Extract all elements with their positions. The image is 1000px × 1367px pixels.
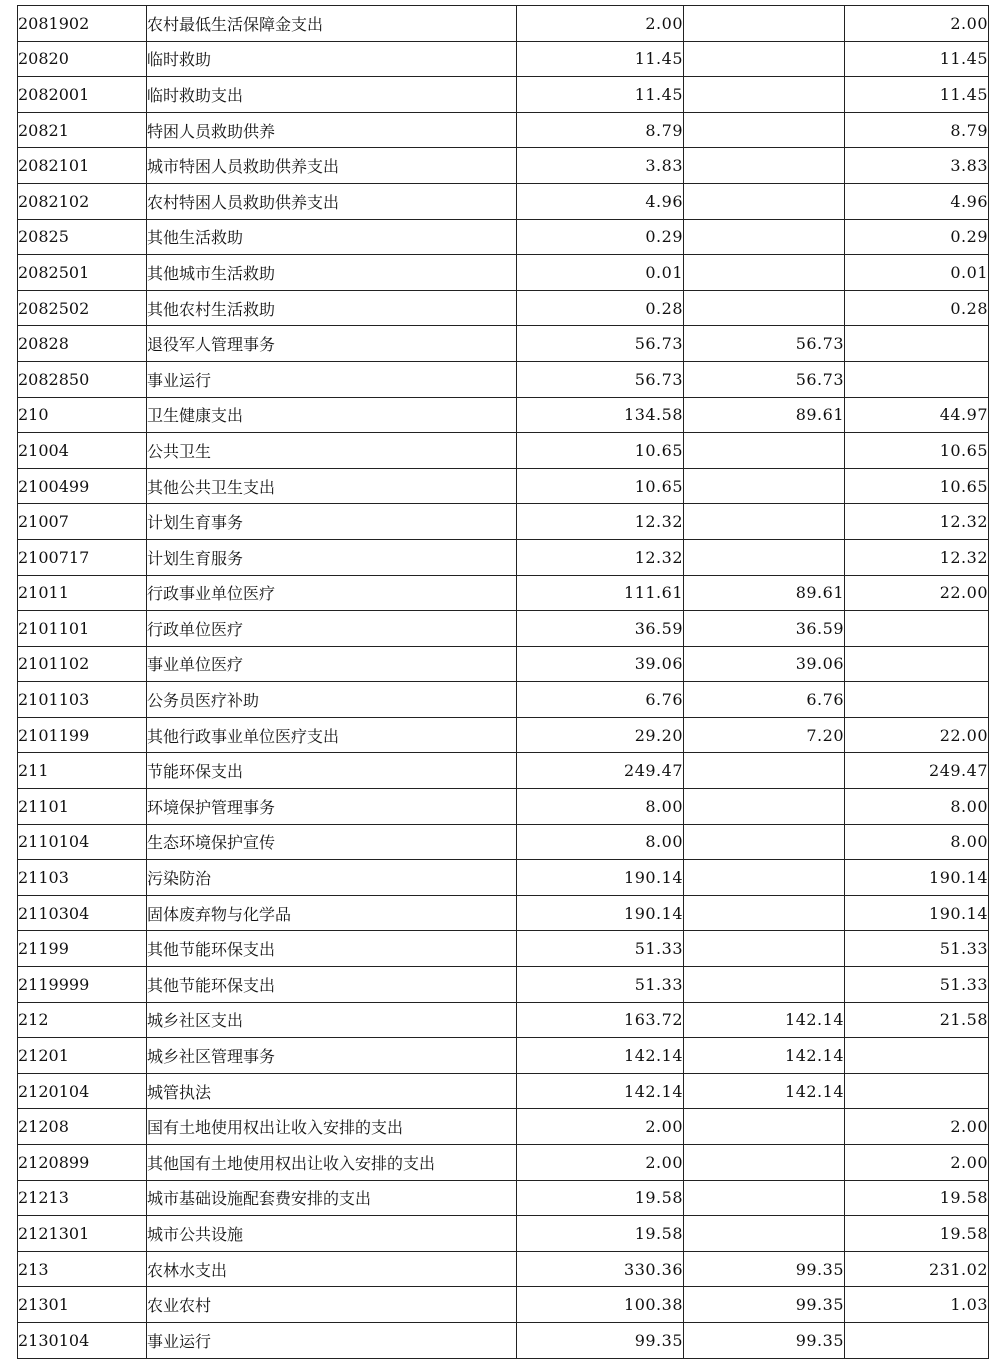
table-row: [18, 1322, 989, 1358]
project-expenditure-cell: [845, 1038, 989, 1074]
project-expenditure-cell: 2.00: [845, 6, 989, 42]
project-expenditure-cell: 10.65: [845, 433, 989, 469]
basic-expenditure-cell: [684, 219, 845, 255]
total-amount-cell: 19.58: [517, 1180, 684, 1216]
total-amount-cell: 11.45: [517, 77, 684, 113]
project-expenditure-cell: 19.58: [845, 1216, 989, 1252]
subject-code-cell: 2082501: [18, 255, 147, 291]
subject-name-cell: 污染防治: [147, 860, 517, 896]
subject-code-cell: 20821: [18, 112, 147, 148]
project-expenditure-cell: [845, 611, 989, 647]
subject-name-cell: 其他行政事业单位医疗支出: [147, 717, 517, 753]
subject-name-cell: 农业农村: [147, 1287, 517, 1323]
subject-name-cell: 计划生育服务: [147, 539, 517, 575]
table-row: [18, 77, 989, 113]
table-row: [18, 1073, 989, 1109]
project-expenditure-cell: [845, 1073, 989, 1109]
table-row: [18, 1038, 989, 1074]
table-row: [18, 753, 989, 789]
subject-name-cell: 公务员医疗补助: [147, 682, 517, 718]
project-expenditure-cell: 10.65: [845, 468, 989, 504]
project-expenditure-cell: 1.03: [845, 1287, 989, 1323]
total-amount-cell: 8.00: [517, 824, 684, 860]
table-row: [18, 611, 989, 647]
basic-expenditure-cell: 6.76: [684, 682, 845, 718]
basic-expenditure-cell: [684, 77, 845, 113]
subject-name-cell: 事业运行: [147, 361, 517, 397]
subject-code-cell: 2110104: [18, 824, 147, 860]
project-expenditure-cell: 21.58: [845, 1002, 989, 1038]
project-expenditure-cell: 12.32: [845, 539, 989, 575]
total-amount-cell: 330.36: [517, 1251, 684, 1287]
project-expenditure-cell: 12.32: [845, 504, 989, 540]
table-body: [18, 6, 989, 1359]
subject-code-cell: 21201: [18, 1038, 147, 1074]
subject-name-cell: 计划生育事务: [147, 504, 517, 540]
total-amount-cell: 19.58: [517, 1216, 684, 1252]
table-row: [18, 1251, 989, 1287]
subject-name-cell: 其他国有土地使用权出让收入安排的支出: [147, 1145, 517, 1181]
basic-expenditure-cell: 89.61: [684, 575, 845, 611]
table-row: [18, 468, 989, 504]
total-amount-cell: 2.00: [517, 6, 684, 42]
total-amount-cell: 11.45: [517, 41, 684, 77]
project-expenditure-cell: 0.28: [845, 290, 989, 326]
subject-name-cell: 其他城市生活救助: [147, 255, 517, 291]
basic-expenditure-cell: 39.06: [684, 646, 845, 682]
table-row: [18, 717, 989, 753]
table-row: [18, 1109, 989, 1145]
table-row: [18, 219, 989, 255]
basic-expenditure-cell: [684, 1145, 845, 1181]
project-expenditure-cell: [845, 361, 989, 397]
subject-code-cell: 21208: [18, 1109, 147, 1145]
subject-name-cell: 固体废弃物与化学品: [147, 895, 517, 931]
total-amount-cell: 142.14: [517, 1038, 684, 1074]
subject-code-cell: 2119999: [18, 967, 147, 1003]
total-amount-cell: 51.33: [517, 967, 684, 1003]
subject-code-cell: 212: [18, 1002, 147, 1038]
basic-expenditure-cell: [684, 789, 845, 825]
subject-name-cell: 卫生健康支出: [147, 397, 517, 433]
subject-name-cell: 农林水支出: [147, 1251, 517, 1287]
total-amount-cell: 3.83: [517, 148, 684, 184]
subject-code-cell: 2120899: [18, 1145, 147, 1181]
budget-expenditure-table: [17, 5, 989, 1359]
basic-expenditure-cell: [684, 41, 845, 77]
table-row: [18, 326, 989, 362]
table-row: [18, 895, 989, 931]
subject-code-cell: 2082502: [18, 290, 147, 326]
total-amount-cell: 0.29: [517, 219, 684, 255]
total-amount-cell: 56.73: [517, 326, 684, 362]
basic-expenditure-cell: [684, 1109, 845, 1145]
table-row: [18, 1216, 989, 1252]
subject-name-cell: 环境保护管理事务: [147, 789, 517, 825]
basic-expenditure-cell: [684, 468, 845, 504]
project-expenditure-cell: 3.83: [845, 148, 989, 184]
project-expenditure-cell: 8.00: [845, 789, 989, 825]
total-amount-cell: 10.65: [517, 433, 684, 469]
table-row: [18, 504, 989, 540]
basic-expenditure-cell: 142.14: [684, 1073, 845, 1109]
subject-name-cell: 生态环境保护宣传: [147, 824, 517, 860]
project-expenditure-cell: 2.00: [845, 1145, 989, 1181]
table-row: [18, 967, 989, 1003]
basic-expenditure-cell: [684, 860, 845, 896]
table-row: [18, 183, 989, 219]
subject-name-cell: 城市基础设施配套费安排的支出: [147, 1180, 517, 1216]
total-amount-cell: 36.59: [517, 611, 684, 647]
project-expenditure-cell: [845, 1322, 989, 1358]
project-expenditure-cell: 11.45: [845, 77, 989, 113]
table-row: [18, 646, 989, 682]
subject-code-cell: 21213: [18, 1180, 147, 1216]
subject-name-cell: 公共卫生: [147, 433, 517, 469]
project-expenditure-cell: [845, 326, 989, 362]
subject-name-cell: 临时救助: [147, 41, 517, 77]
project-expenditure-cell: 19.58: [845, 1180, 989, 1216]
project-expenditure-cell: [845, 646, 989, 682]
total-amount-cell: 8.00: [517, 789, 684, 825]
table-row: [18, 148, 989, 184]
subject-name-cell: 事业运行: [147, 1322, 517, 1358]
subject-code-cell: 213: [18, 1251, 147, 1287]
subject-name-cell: 其他节能环保支出: [147, 967, 517, 1003]
project-expenditure-cell: 2.00: [845, 1109, 989, 1145]
table-row: [18, 824, 989, 860]
basic-expenditure-cell: [684, 112, 845, 148]
subject-name-cell: 行政事业单位医疗: [147, 575, 517, 611]
total-amount-cell: 4.96: [517, 183, 684, 219]
subject-code-cell: 2082850: [18, 361, 147, 397]
basic-expenditure-cell: 56.73: [684, 361, 845, 397]
project-expenditure-cell: 22.00: [845, 717, 989, 753]
subject-code-cell: 21007: [18, 504, 147, 540]
total-amount-cell: 56.73: [517, 361, 684, 397]
subject-code-cell: 210: [18, 397, 147, 433]
table-row: [18, 539, 989, 575]
subject-code-cell: 2101101: [18, 611, 147, 647]
table-row: [18, 6, 989, 42]
total-amount-cell: 39.06: [517, 646, 684, 682]
total-amount-cell: 12.32: [517, 539, 684, 575]
table-row: [18, 931, 989, 967]
subject-name-cell: 行政单位医疗: [147, 611, 517, 647]
total-amount-cell: 6.76: [517, 682, 684, 718]
subject-code-cell: 2120104: [18, 1073, 147, 1109]
subject-name-cell: 城管执法: [147, 1073, 517, 1109]
project-expenditure-cell: 231.02: [845, 1251, 989, 1287]
subject-name-cell: 农村特困人员救助供养支出: [147, 183, 517, 219]
total-amount-cell: 100.38: [517, 1287, 684, 1323]
basic-expenditure-cell: [684, 255, 845, 291]
total-amount-cell: 2.00: [517, 1109, 684, 1145]
basic-expenditure-cell: [684, 1180, 845, 1216]
total-amount-cell: 190.14: [517, 895, 684, 931]
project-expenditure-cell: 22.00: [845, 575, 989, 611]
total-amount-cell: 0.28: [517, 290, 684, 326]
subject-name-cell: 其他公共卫生支出: [147, 468, 517, 504]
total-amount-cell: 163.72: [517, 1002, 684, 1038]
basic-expenditure-cell: 142.14: [684, 1002, 845, 1038]
table-row: [18, 1002, 989, 1038]
table-row: [18, 255, 989, 291]
total-amount-cell: 2.00: [517, 1145, 684, 1181]
total-amount-cell: 111.61: [517, 575, 684, 611]
subject-name-cell: 国有土地使用权出让收入安排的支出: [147, 1109, 517, 1145]
basic-expenditure-cell: 36.59: [684, 611, 845, 647]
basic-expenditure-cell: [684, 895, 845, 931]
subject-name-cell: 其他生活救助: [147, 219, 517, 255]
project-expenditure-cell: 0.01: [845, 255, 989, 291]
subject-code-cell: 21004: [18, 433, 147, 469]
project-expenditure-cell: 11.45: [845, 41, 989, 77]
total-amount-cell: 99.35: [517, 1322, 684, 1358]
subject-name-cell: 事业单位医疗: [147, 646, 517, 682]
total-amount-cell: 142.14: [517, 1073, 684, 1109]
project-expenditure-cell: 51.33: [845, 967, 989, 1003]
basic-expenditure-cell: [684, 824, 845, 860]
subject-code-cell: 2101199: [18, 717, 147, 753]
basic-expenditure-cell: 99.35: [684, 1287, 845, 1323]
subject-code-cell: 21101: [18, 789, 147, 825]
total-amount-cell: 8.79: [517, 112, 684, 148]
basic-expenditure-cell: 89.61: [684, 397, 845, 433]
total-amount-cell: 12.32: [517, 504, 684, 540]
subject-code-cell: 2100499: [18, 468, 147, 504]
subject-code-cell: 20825: [18, 219, 147, 255]
subject-code-cell: 2121301: [18, 1216, 147, 1252]
subject-code-cell: 21011: [18, 575, 147, 611]
project-expenditure-cell: 8.00: [845, 824, 989, 860]
basic-expenditure-cell: [684, 433, 845, 469]
subject-name-cell: 城乡社区支出: [147, 1002, 517, 1038]
table-row: [18, 397, 989, 433]
subject-code-cell: 2110304: [18, 895, 147, 931]
basic-expenditure-cell: 142.14: [684, 1038, 845, 1074]
project-expenditure-cell: [845, 682, 989, 718]
project-expenditure-cell: 51.33: [845, 931, 989, 967]
subject-code-cell: 2082102: [18, 183, 147, 219]
subject-name-cell: 城市公共设施: [147, 1216, 517, 1252]
table-row: [18, 112, 989, 148]
subject-name-cell: 农村最低生活保障金支出: [147, 6, 517, 42]
subject-code-cell: 2100717: [18, 539, 147, 575]
subject-code-cell: 20820: [18, 41, 147, 77]
table-row: [18, 41, 989, 77]
basic-expenditure-cell: [684, 931, 845, 967]
subject-code-cell: 20828: [18, 326, 147, 362]
basic-expenditure-cell: 99.35: [684, 1251, 845, 1287]
total-amount-cell: 0.01: [517, 255, 684, 291]
total-amount-cell: 134.58: [517, 397, 684, 433]
subject-name-cell: 节能环保支出: [147, 753, 517, 789]
basic-expenditure-cell: [684, 148, 845, 184]
subject-code-cell: 211: [18, 753, 147, 789]
subject-code-cell: 21301: [18, 1287, 147, 1323]
total-amount-cell: 51.33: [517, 931, 684, 967]
basic-expenditure-cell: 99.35: [684, 1322, 845, 1358]
total-amount-cell: 29.20: [517, 717, 684, 753]
basic-expenditure-cell: [684, 753, 845, 789]
project-expenditure-cell: 44.97: [845, 397, 989, 433]
table-row: [18, 789, 989, 825]
table-row: [18, 682, 989, 718]
project-expenditure-cell: 190.14: [845, 860, 989, 896]
basic-expenditure-cell: [684, 183, 845, 219]
subject-code-cell: 2081902: [18, 6, 147, 42]
subject-code-cell: 2101102: [18, 646, 147, 682]
basic-expenditure-cell: 7.20: [684, 717, 845, 753]
basic-expenditure-cell: [684, 967, 845, 1003]
project-expenditure-cell: 8.79: [845, 112, 989, 148]
table-row: [18, 1145, 989, 1181]
table-row: [18, 575, 989, 611]
basic-expenditure-cell: [684, 6, 845, 42]
subject-name-cell: 特困人员救助供养: [147, 112, 517, 148]
project-expenditure-cell: 249.47: [845, 753, 989, 789]
subject-name-cell: 临时救助支出: [147, 77, 517, 113]
project-expenditure-cell: 4.96: [845, 183, 989, 219]
subject-name-cell: 其他节能环保支出: [147, 931, 517, 967]
table-row: [18, 1287, 989, 1323]
subject-code-cell: 2082101: [18, 148, 147, 184]
total-amount-cell: 190.14: [517, 860, 684, 896]
project-expenditure-cell: 190.14: [845, 895, 989, 931]
total-amount-cell: 10.65: [517, 468, 684, 504]
subject-code-cell: 2082001: [18, 77, 147, 113]
subject-code-cell: 21199: [18, 931, 147, 967]
subject-name-cell: 其他农村生活救助: [147, 290, 517, 326]
basic-expenditure-cell: [684, 539, 845, 575]
table-row: [18, 361, 989, 397]
basic-expenditure-cell: [684, 504, 845, 540]
table-row: [18, 1180, 989, 1216]
table-row: [18, 860, 989, 896]
subject-code-cell: 21103: [18, 860, 147, 896]
subject-name-cell: 退役军人管理事务: [147, 326, 517, 362]
basic-expenditure-cell: [684, 1216, 845, 1252]
subject-code-cell: 2101103: [18, 682, 147, 718]
project-expenditure-cell: 0.29: [845, 219, 989, 255]
basic-expenditure-cell: [684, 290, 845, 326]
total-amount-cell: 249.47: [517, 753, 684, 789]
subject-name-cell: 城乡社区管理事务: [147, 1038, 517, 1074]
table-row: [18, 433, 989, 469]
table-row: [18, 290, 989, 326]
subject-name-cell: 城市特困人员救助供养支出: [147, 148, 517, 184]
subject-code-cell: 2130104: [18, 1322, 147, 1358]
basic-expenditure-cell: 56.73: [684, 326, 845, 362]
